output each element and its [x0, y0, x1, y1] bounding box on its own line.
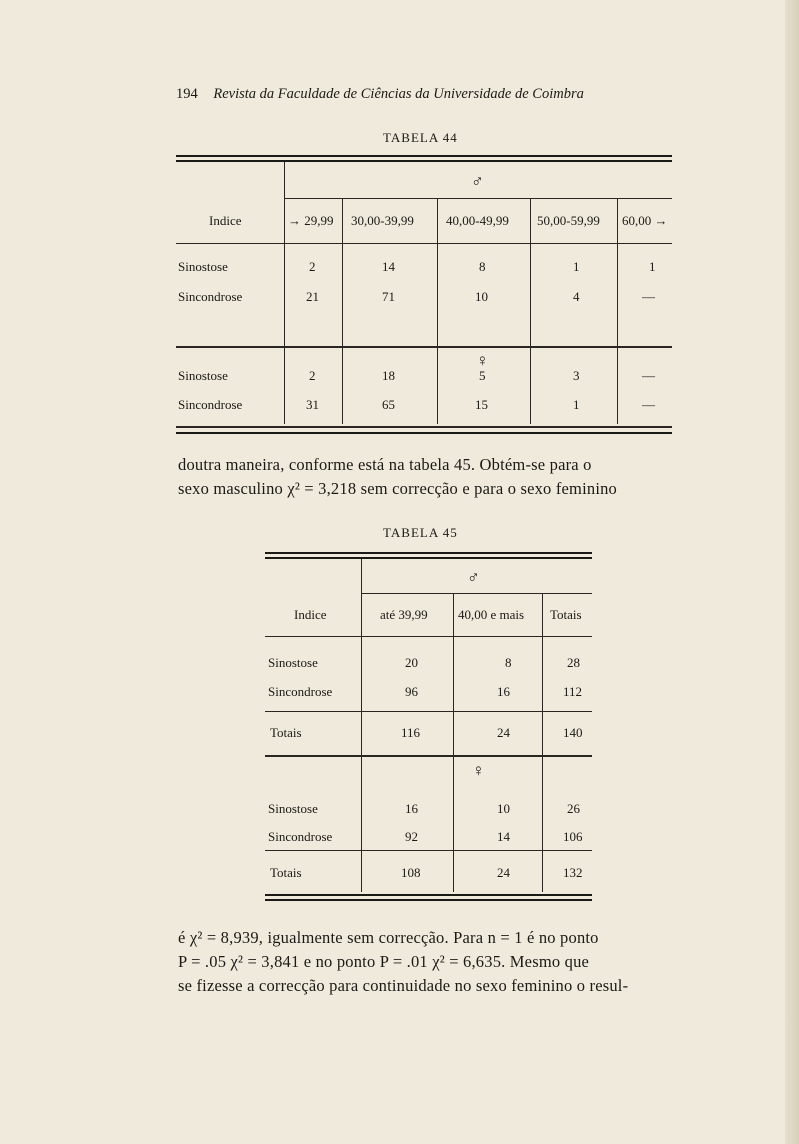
table44-col-header: 30,00-39,99: [351, 213, 414, 228]
running-head: [176, 86, 584, 103]
table44-cell: 14: [382, 259, 395, 274]
body-paragraph: [178, 926, 672, 998]
table45-total-cell: 116: [401, 725, 421, 740]
table44-cell: 15: [475, 397, 488, 412]
table45-cell: 16: [405, 801, 418, 816]
body-paragraph: [178, 453, 672, 501]
table45-total-cell: 108: [401, 865, 421, 880]
table45-index-header: Indice: [294, 607, 327, 622]
table44-row-label: Sincondrose: [178, 289, 243, 304]
table44-cell: 10: [475, 289, 488, 304]
table44-cell: 65: [382, 397, 395, 412]
table44-col-header: 50,00-59,99: [537, 213, 600, 228]
table45-row-label: Sincondrose: [268, 829, 333, 844]
table44-caption: TABELA 44: [383, 130, 458, 145]
text-line: doutra maneira, conforme está na tabela 45. Obtém-se para o: [178, 455, 592, 474]
table45-total-label: Totais: [270, 725, 302, 740]
table45-female-symbol: ♀: [472, 761, 485, 780]
table45-cell: 16: [497, 684, 510, 699]
journal-title: Revista da Faculdade de Ciências da Universidade de Coimbra: [213, 86, 584, 102]
table45-caption: TABELA 45: [383, 525, 458, 540]
table44-cell: 4: [573, 289, 580, 304]
table44-cell: 5: [479, 368, 486, 383]
table44-cell: 1: [649, 259, 656, 274]
text-line: se fizesse a correcção para continuidade no sexo feminino o resul-: [178, 976, 629, 995]
table45-total-cell: 140: [563, 725, 583, 740]
table44-cell: 3: [573, 368, 580, 383]
table45-cell: 92: [405, 829, 418, 844]
table45-cell: 96: [405, 684, 418, 699]
table45-cell: 112: [563, 684, 583, 699]
table45-total-cell: 132: [563, 865, 583, 880]
table45-row-label: Sinostose: [268, 801, 318, 816]
table45-total-cell: 24: [497, 725, 510, 740]
table44-cell: 1: [573, 259, 580, 274]
table45-male-symbol: ♂: [467, 568, 480, 587]
table45-cell: 28: [567, 655, 580, 670]
table44-cell: 1: [573, 397, 580, 412]
table45-cell: 106: [563, 829, 583, 844]
table45-row-label: Sinostose: [268, 655, 318, 670]
text-line: P = .05 χ² = 3,841 e no ponto P = .01 χ² = 6,635. Mesmo que: [178, 952, 590, 971]
table44-row-label: Sinostose: [178, 368, 228, 383]
table44-cell: 8: [479, 259, 486, 274]
table44-cell: 2: [309, 259, 316, 274]
table44-male-symbol: ♂: [471, 172, 484, 191]
table44-col-header: → 29,99: [288, 213, 334, 228]
table44-cell: 21: [306, 289, 319, 304]
table45-col-header: até 39,99: [380, 607, 428, 622]
table44-row-label: Sincondrose: [178, 397, 243, 412]
table44-cell: —: [642, 289, 655, 304]
table45-cell: 20: [405, 655, 418, 670]
page-edge: [785, 0, 799, 1144]
table44-cell: —: [642, 397, 655, 412]
table45-cell: 10: [497, 801, 510, 816]
table45-row-label: Sincondrose: [268, 684, 333, 699]
table44-cell: 31: [306, 397, 319, 412]
table45-col-header: Totais: [550, 607, 582, 622]
table45-cell: 8: [505, 655, 512, 670]
table44-cell: —: [642, 368, 655, 383]
page-number: 194: [176, 86, 198, 102]
table45-total-label: Totais: [270, 865, 302, 880]
table45-cell: 26: [567, 801, 580, 816]
table44-row-label: Sinostose: [178, 259, 228, 274]
table45-total-cell: 24: [497, 865, 510, 880]
table44-index-header: Indice: [209, 213, 242, 228]
text-line: é χ² = 8,939, igualmente sem correcção. Para n = 1 é no ponto: [178, 928, 599, 947]
table44-cell: 71: [382, 289, 395, 304]
text-line: sexo masculino χ² = 3,218 sem correcção e para o sexo feminino: [178, 479, 618, 498]
table44-col-header: 60,00 →: [622, 213, 668, 228]
table44-col-header: 40,00-49,99: [446, 213, 509, 228]
table45-cell: 14: [497, 829, 510, 844]
table44-cell: 18: [382, 368, 395, 383]
table44-female-symbol: ♀: [476, 351, 489, 370]
table45-col-header: 40,00 e mais: [458, 607, 525, 622]
table44-cell: 2: [309, 368, 316, 383]
